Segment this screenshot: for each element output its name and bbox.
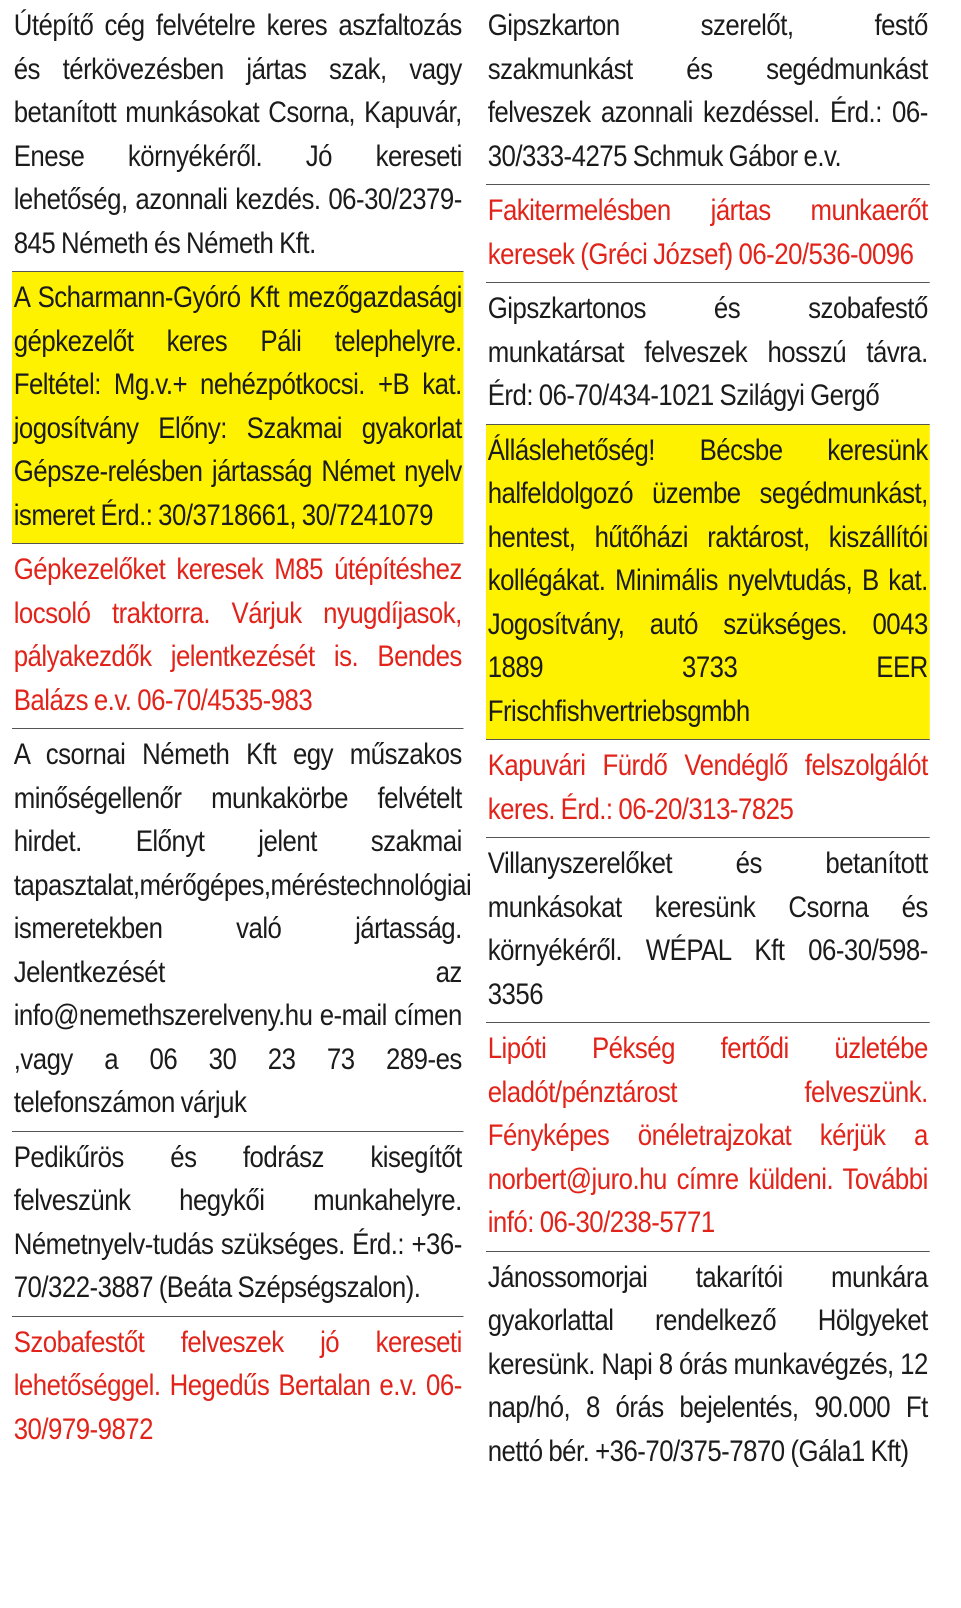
right-column <box>486 0 926 1479</box>
ad-vienna-fish-plant: Álláslehetőség! Bécsbe keresünk halfeldolgozó üzembe segédmunkást, hentest, hűtőházi raktárost, kiszállítói kollégákat. Minimális nyelvtudás, B kat. Jogosítvány, autó szükséges. 0043 1889 3733 EER Frischfishvertriebsgmbh <box>486 425 930 741</box>
ad-bakery-cashier: Lipóti Pékség fertődi üzletébe eladót/pénztárost felveszünk. Fényképes önéletrajzokat kérjük a norbert@juro.hu címre küldeni. További infó: 06-30/238-5771 <box>486 1023 930 1252</box>
left-column <box>12 0 472 1457</box>
ad-road-construction: Útépítő cég felvételre keres aszfaltozás és térkövezésben jártas szak, vagy betanított munkásokat Csorna, Kapuvár, Enese környékéről. Jó kereseti lehetőség, azonnali kezdés. 06-30/2379-845 Németh és Németh Kft. <box>12 0 464 272</box>
ad-drywall-painter: Gipszkartonos és szobafestő munkatársat felveszek hosszú távra. Érd: 06-70/434-1021 Szilágyi Gergő <box>486 283 930 425</box>
ad-painter: Szobafestőt felveszek jó kereseti lehetőséggel. Hegedűs Bertalan e.v. 06-30/979-9872 <box>13 1325 462 1446</box>
ad-cleaner: Jánossomorjai takarítói munkára gyakorlattal rendelkező Hölgyeket keresünk. Napi 8 órás munkavégzés, 12 nap/hó, 8 órás bejelentés, 90.000 Ft nettó bér. +36-70/375-7870 (Gála1 Kft) <box>487 1260 928 1468</box>
ad-quality-inspector: A csornai Németh Kft egy műszakos minőségellenőr munkakörbe felvételt hirdet. Előnyt jelent szakmai tapasztalat,mérőgépes,méréstechnológiai ismeretekben való jártasság. Jelentkezését az info@nemethszerelveny.hu e-mail címen ,vagy a 06 30 23 73 289-es telefonszámon várjuk <box>12 729 464 1132</box>
ad-restaurant-waiter: Kapuvári Fürdő Vendéglő felszolgálót keres. Érd.: 06-20/313-7825 <box>486 740 930 838</box>
ad-machine-operators: Gépkezelőket keresek M85 útépítéshez locsoló traktorra. Várjuk nyugdíjasok, pályakezdők jelentkezését is. Bendes Balázs e.v. 06-70/4535-983 <box>12 544 464 729</box>
ad-drywall-installer: Gipszkarton szerelőt, festő szakmunkást és segédmunkást felveszek azonnali kezdéssel. Érd.: 06-30/333-4275 Schmuk Gábor e.v. <box>486 0 930 185</box>
ad-logging-worker: Fakitermelésben jártas munkaerőt keresek (Gréci József) 06-20/536-0096 <box>486 185 930 283</box>
ad-electricians: Villanyszerelőket és betanított munkásokat keresünk Csorna és környékéről. WÉPAL Kft 06-30/598-3356 <box>486 838 930 1023</box>
ad-pedicure-hairdresser: Pedikűrös és fodrász kisegítőt felveszünk hegykői munkahelyre. Németnyelv-tudás szükséges. Érd.: +36-70/322-3887 (Beáta Szépségszalon). <box>12 1132 464 1317</box>
ad-agri-machine-operator: A Scharmann-Gyóró Kft mezőgazdasági gépkezelőt keres Páli telephelyre. Feltétel: Mg.v.+ nehézpótkocsi. +B kat. jogosítvány Előny: Szakmai gyakorlat Gépsze-relésben jártasság Német nyelv ismeret Érd.: 30/3718661, 30/7241079 <box>12 272 464 544</box>
